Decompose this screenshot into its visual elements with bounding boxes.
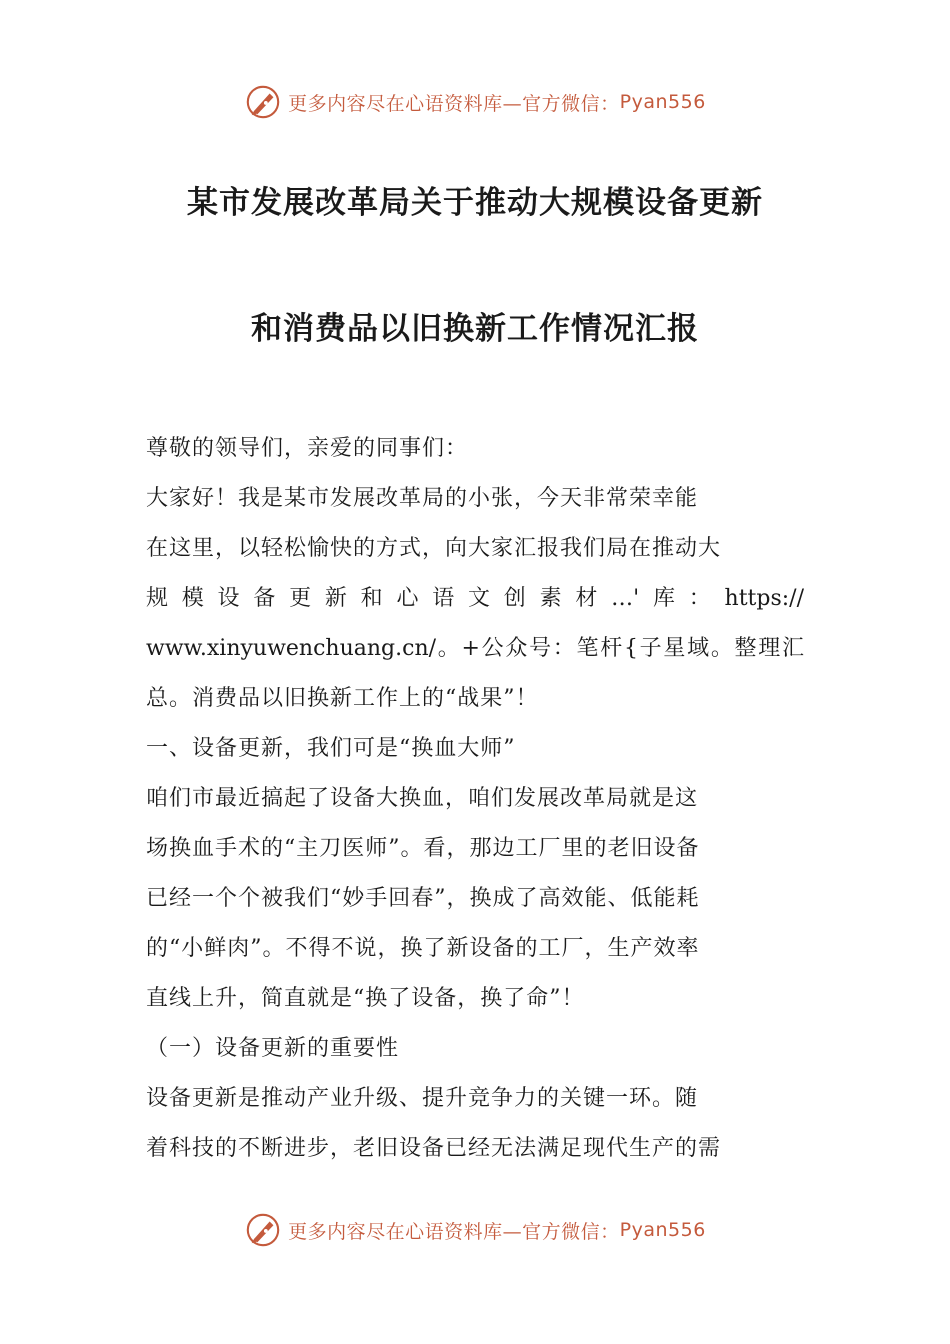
watermark-text: 更多内容尽在心语资料库—官方微信： (288, 1220, 620, 1243)
text-line: 在这里，以轻松愉快的方式，向大家汇报我们局在推动大 (146, 536, 722, 561)
text-line: www.xinyuwenchuang.cn/。+公众号：笔杆{子星域。整理汇 (146, 636, 804, 661)
pen-logo-icon (244, 83, 282, 121)
text-line: 场换血手术的“主刀医师”。看，那边工厂里的老旧设备 (146, 836, 700, 861)
text-line: 咱们市最近搞起了设备大换血，咱们发展改革局就是这 (146, 786, 699, 811)
document-body (146, 424, 804, 1174)
footer-watermark (0, 1208, 950, 1252)
text-line: 的“小鲜肉”。不得不说，换了新设备的工厂，生产效率 (146, 936, 700, 961)
text-line: 着科技的不断进步，老旧设备已经无法满足现代生产的需 (146, 1136, 722, 1161)
section-heading: 一、设备更新，我们可是“换血大师” (146, 736, 516, 761)
watermark-wechat-id: Pyan556 (619, 91, 706, 113)
text-line: 已经一个个被我们“妙手回春”，换成了高效能、低能耗 (146, 886, 700, 911)
text-line: 规模设备更新和心语文创素材…'库：https:// (146, 586, 804, 611)
header-watermark (0, 80, 950, 124)
text-line-salutation: 尊敬的领导们，亲爱的同事们： (146, 436, 469, 461)
pen-logo-icon (244, 1211, 282, 1249)
watermark-wechat-id: Pyan556 (619, 1219, 706, 1241)
text-line: 直线上升，简直就是“换了设备，换了命”！ (146, 986, 585, 1011)
watermark-text: 更多内容尽在心语资料库—官方微信： (288, 92, 620, 115)
title-line-2: 和消费品以旧换新工作情况汇报 (251, 311, 699, 347)
text-line: 大家好！我是某市发展改革局的小张，今天非常荣幸能 (146, 486, 699, 511)
text-line: 总。消费品以旧换新工作上的“战果”！ (146, 686, 539, 711)
text-line: 设备更新是推动产业升级、提升竞争力的关键一环。随 (146, 1086, 699, 1111)
title-line-1: 某市发展改革局关于推动大规模设备更新 (187, 185, 763, 221)
document-title (0, 172, 950, 360)
subsection-heading: （一）设备更新的重要性 (146, 1036, 400, 1061)
